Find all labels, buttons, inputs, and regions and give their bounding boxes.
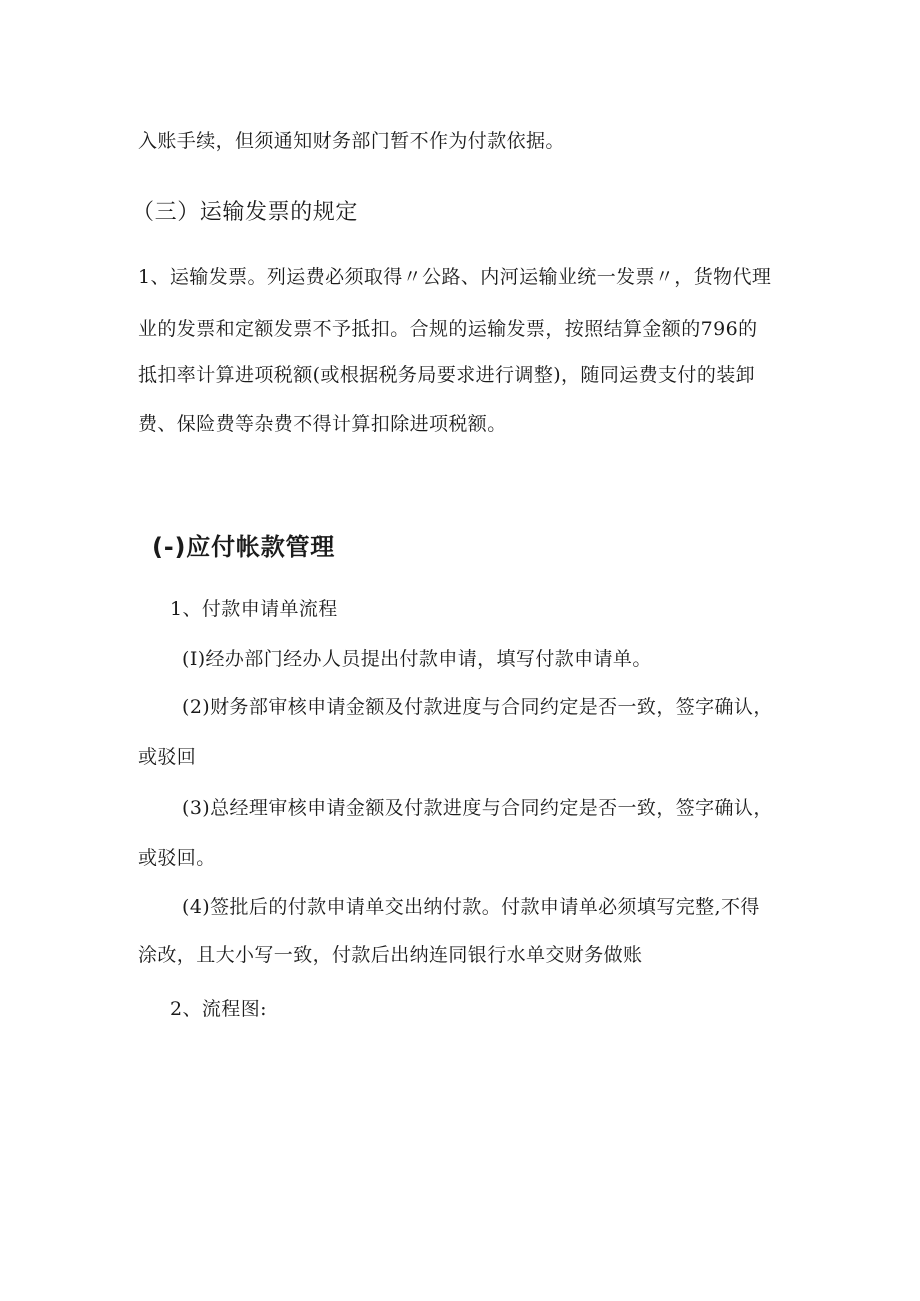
section-heading-transport-invoice: （三）运输发票的规定 [132,200,359,225]
step-line: (3)总经理审核申请金额及付款进度与合同约定是否一致，签字确认， [182,797,773,819]
section-heading-accounts-payable: (-)应付帐款管理 [152,533,336,561]
paragraph-line: 费、保险费等杂费不得计算扣除进项税额。 [138,413,507,435]
step-line: 或驳回 [138,746,197,768]
step-line: 或驳回。 [138,847,216,869]
paragraph-line: 业的发票和定额发票不予抵扣。合规的运输发票，按照结算金额的796的 [138,318,758,340]
step-line: (2)财务部审核申请金额及付款进度与合同约定是否一致，签字确认， [182,696,773,718]
carryover-paragraph-line: 入账手续，但须通知财务部门暂不作为付款依据。 [138,130,565,152]
subheading-payment-request-flow: 1、付款申请单流程 [170,598,338,620]
paragraph-line: 抵扣率计算进项税额(或根据税务局要求进行调整)，随同运费支付的装卸 [138,364,756,386]
subheading-flowchart: 2、流程图: [170,998,267,1020]
paragraph-line: 1、运输发票。列运费必须取得〃公路、内河运输业统一发票〃，货物代理 [138,266,772,288]
step-line: (4)签批后的付款申请单交出纳付款。付款申请单必须填写完整,不得 [182,896,760,918]
step-line: (I)经办部门经办人员提出付款申请，填写付款申请单。 [182,648,652,670]
step-line: 涂改，且大小写一致，付款后出纳连同银行水单交财务做账 [138,944,643,966]
